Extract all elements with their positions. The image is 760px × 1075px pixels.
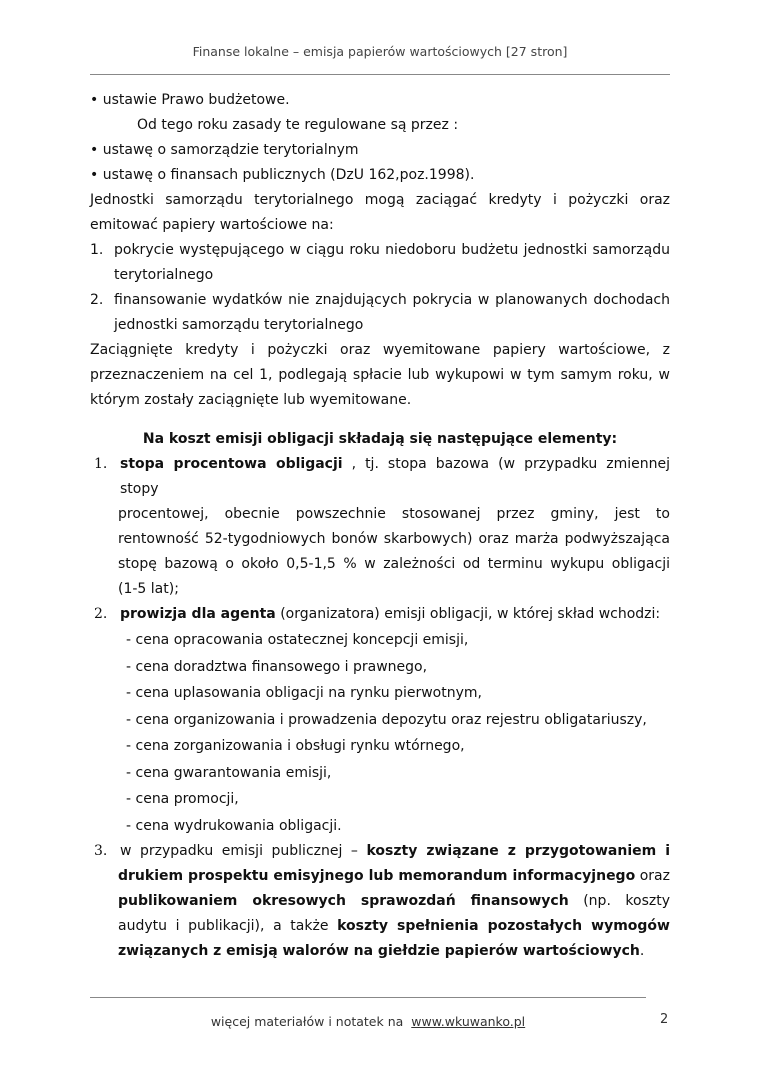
paragraph: Od tego roku zasady te regulowane są przez : bbox=[137, 117, 459, 133]
sub-list-item: - cena doradztwa finansowego i prawnego, bbox=[126, 658, 428, 675]
footer-link[interactable]: www.wkuwanko.pl bbox=[411, 1014, 526, 1029]
paragraph-line: przeznaczeniem na cel 1, podlegają spłacie lub wykupowi w tym samym roku, w bbox=[90, 367, 670, 383]
sub-list-item: - cena organizowania i prowadzenia depozytu oraz rejestru obligatariuszy, bbox=[126, 711, 647, 728]
cost-item: 3. w przypadku emisji publicznej – koszty związane z przygotowaniem i bbox=[94, 843, 670, 859]
paragraph-line: emitować papiery wartościowe na: bbox=[90, 217, 334, 233]
cost-item-line: audytu i publikacji), a także koszty spełnienia pozostałych wymogów bbox=[118, 918, 670, 934]
cost-item: 2. prowizja dla agenta (organizatora) emisji obligacji, w której skład wchodzi: bbox=[94, 606, 661, 622]
bullet-item: • ustawę o finansach publicznych (DzU 162,poz.1998). bbox=[90, 167, 475, 183]
sub-list-item: - cena opracowania ostatecznej koncepcji emisji, bbox=[126, 632, 469, 648]
page-number: 2 bbox=[660, 1012, 669, 1027]
cost-item-line: procentowej, obecnie powszechnie stosowanej przez gminy, jest to bbox=[118, 506, 670, 522]
page-header: Finanse lokalne – emisja papierów wartościowych [27 stron] bbox=[192, 44, 568, 59]
bullet-item: • ustawie Prawo budżetowe. bbox=[90, 92, 290, 108]
sub-list-item: - cena promocji, bbox=[126, 791, 239, 807]
paragraph-line: Zaciągnięte kredyty i pożyczki oraz wyemitowane papiery wartościowe, z bbox=[90, 342, 670, 358]
paragraph-line: którym zostały zaciągnięte lub wyemitowane. bbox=[90, 392, 412, 408]
cost-item-line: rentowność 52-tygodniowych bonów skarbowych) oraz marża podwyższająca bbox=[118, 531, 670, 547]
cost-item-line: publikowaniem okresowych sprawozdań finansowych (np. koszty bbox=[118, 893, 670, 909]
footer-divider bbox=[90, 997, 646, 998]
sub-list bbox=[90, 627, 670, 839]
paragraph-line: Jednostki samorządu terytorialnego mogą zaciągać kredyty i pożyczki oraz bbox=[90, 192, 670, 208]
header-divider bbox=[90, 74, 670, 75]
cost-item-line: związanych z emisją walorów na giełdzie papierów wartościowych. bbox=[118, 943, 645, 959]
sub-list-item: - cena zorganizowania i obsługi rynku wtórnego, bbox=[126, 738, 465, 754]
cost-item-line: (1-5 lat); bbox=[118, 581, 179, 597]
list-item: 1. pokrycie występującego w ciągu roku niedoboru budżetu jednostki samorządu bbox=[90, 242, 670, 258]
list-item: 2. finansowanie wydatków nie znajdujących pokrycia w planowanych dochodach bbox=[90, 292, 670, 308]
sub-list-item: - cena wydrukowania obligacji. bbox=[126, 817, 342, 834]
cost-item-line: drukiem prospektu emisyjnego lub memorandum informacyjnego oraz bbox=[118, 868, 670, 884]
cost-item: 1. stopa procentowa obligacji , tj. stopa bazowa (w przypadku zmiennej stopy bbox=[94, 456, 671, 497]
list-item-continuation: terytorialnego bbox=[114, 267, 214, 283]
bullet-item: • ustawę o samorządzie terytorialnym bbox=[90, 142, 359, 158]
page-footer bbox=[90, 1014, 646, 1029]
sub-list-item: - cena uplasowania obligacji na rynku pierwotnym, bbox=[126, 685, 482, 701]
document-body bbox=[90, 88, 670, 964]
section-title: Na koszt emisji obligacji składają się następujące elementy: bbox=[142, 431, 618, 447]
sub-list-item: - cena gwarantowania emisji, bbox=[126, 764, 332, 781]
cost-item-line: stopę bazową o około 0,5-1,5 % w zależności od terminu wykupu obligacji bbox=[118, 556, 670, 572]
list-item-continuation: jednostki samorządu terytorialnego bbox=[114, 317, 364, 333]
footer-text: więcej materiałów i notatek na bbox=[210, 1014, 404, 1029]
